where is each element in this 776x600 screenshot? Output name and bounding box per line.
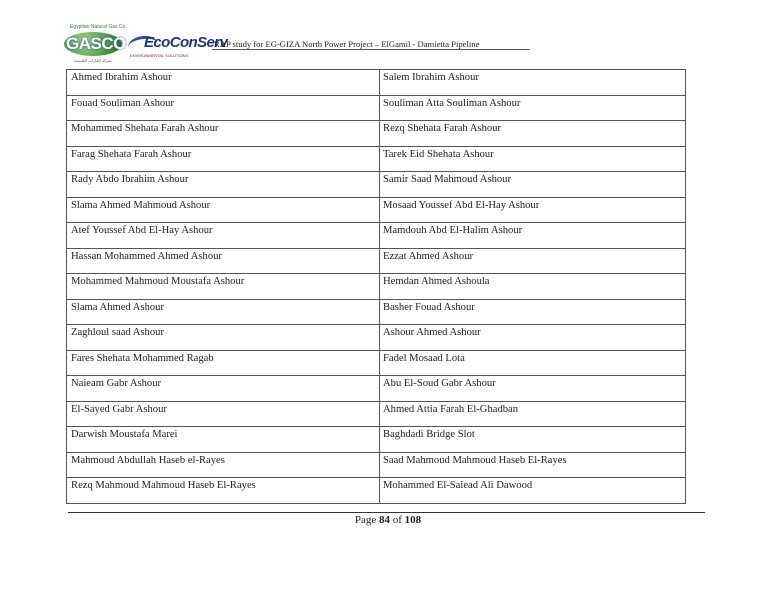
name-cell-right: Souliman Atta Souliman Ashour bbox=[380, 95, 686, 121]
gasco-logo bbox=[62, 24, 127, 63]
name-cell-left: Atef Youssef Abd El-Hay Ashour bbox=[67, 223, 380, 249]
name-cell-right: Samir Saad Mahmoud Ashour bbox=[380, 172, 686, 198]
table-row bbox=[67, 95, 686, 121]
table-row bbox=[67, 197, 686, 223]
name-cell-right: Mohammed El-Saiead Ali Dawood bbox=[380, 478, 686, 504]
name-cell-left: Rezq Mahmoud Mahmoud Haseb El-Rayes bbox=[67, 478, 380, 504]
name-cell-right: Rezq Shehata Farah Ashour bbox=[380, 121, 686, 147]
table-row bbox=[67, 427, 686, 453]
current-page-number: 84 bbox=[378, 514, 390, 526]
table-row bbox=[67, 325, 686, 351]
name-cell-right: Ashour Ahmed Ashour bbox=[380, 325, 686, 351]
name-cell-right: Baghdadi Bridge Slot bbox=[380, 427, 686, 453]
table-row bbox=[67, 299, 686, 325]
name-cell-right: Mosaad Youssef Abd El-Hay Ashour bbox=[380, 197, 686, 223]
name-cell-left: Slama Ahmed Mahmoud Ashour bbox=[67, 197, 380, 223]
document-header-title: RAP study for EG-GIZA North Power Project – ElGamil - Damietta Pipeline bbox=[214, 39, 480, 49]
gasco-logo-top-text: Egyptian Natural Gas Co. bbox=[70, 24, 127, 30]
ecoconserv-logo-text: EcoConServ bbox=[144, 34, 228, 51]
name-cell-right: Fadel Mosaad Lota bbox=[380, 350, 686, 376]
name-cell-left: El-Sayed Gabr Ashour bbox=[67, 401, 380, 427]
gasco-logo-sub-text: شركة الغازات الطبيعية bbox=[74, 58, 112, 63]
name-cell-right: Abu El-Soud Gabr Ashour bbox=[380, 376, 686, 402]
table-row bbox=[67, 376, 686, 402]
table-row bbox=[67, 274, 686, 300]
names-table bbox=[66, 69, 686, 504]
table-row bbox=[67, 172, 686, 198]
table-row bbox=[67, 452, 686, 478]
name-cell-right: Tarek Eid Shehata Ashour bbox=[380, 146, 686, 172]
gasco-logo-text: GASCO bbox=[66, 34, 126, 53]
header-divider bbox=[212, 49, 530, 50]
name-cell-right: Hemdan Ahmed Ashoula bbox=[380, 274, 686, 300]
table-row bbox=[67, 146, 686, 172]
table-row bbox=[67, 223, 686, 249]
name-cell-left: Mohammed Mahmoud Moustafa Ashour bbox=[67, 274, 380, 300]
name-cell-right: Salem Ibrahim Ashour bbox=[380, 70, 686, 96]
table-row bbox=[67, 248, 686, 274]
names-table-body bbox=[67, 70, 686, 504]
name-cell-left: Mohammed Shehata Farah Ashour bbox=[67, 121, 380, 147]
table-row bbox=[67, 401, 686, 427]
name-cell-right: Mamdouh Abd El-Halim Ashour bbox=[380, 223, 686, 249]
name-cell-left: Fares Shehata Mohammed Ragab bbox=[67, 350, 380, 376]
name-cell-right: Ahmed Attia Farah El-Ghadban bbox=[380, 401, 686, 427]
name-cell-left: Mahmoud Abdullah Haseb el-Rayes bbox=[67, 452, 380, 478]
name-cell-left: Naieam Gabr Ashour bbox=[67, 376, 380, 402]
name-cell-left: Fouad Souliman Ashour bbox=[67, 95, 380, 121]
name-cell-left: Farag Shehata Farah Ashour bbox=[67, 146, 380, 172]
table-row bbox=[67, 70, 686, 96]
table-row bbox=[67, 121, 686, 147]
ecoconserv-logo-sub-text: ENVIRONMENTAL SOLUTIONS bbox=[130, 53, 189, 58]
name-cell-left: Ahmed Ibrahim Ashour bbox=[67, 70, 380, 96]
page-number-label bbox=[0, 514, 776, 526]
name-cell-left: Zaghloul saad Ashour bbox=[67, 325, 380, 351]
name-cell-left: Darwish Moustafa Marei bbox=[67, 427, 380, 453]
table-row bbox=[67, 350, 686, 376]
footer-divider bbox=[68, 512, 705, 513]
name-cell-right: Saad Mahmoud Mahmoud Haseb El-Rayes bbox=[380, 452, 686, 478]
name-cell-right: Ezzat Ahmed Ashour bbox=[380, 248, 686, 274]
total-page-count: 108 bbox=[404, 514, 422, 526]
page-of-label: of bbox=[392, 514, 402, 526]
name-cell-right: Basher Fouad Ashour bbox=[380, 299, 686, 325]
name-cell-left: Rady Abdo Ibrahim Ashour bbox=[67, 172, 380, 198]
name-cell-left: Slama Ahmed Ashour bbox=[67, 299, 380, 325]
table-row bbox=[67, 478, 686, 504]
page-prefix: Page bbox=[354, 514, 377, 526]
ecoconserv-logo bbox=[128, 34, 228, 64]
name-cell-left: Hassan Mohammed Ahmed Ashour bbox=[67, 248, 380, 274]
